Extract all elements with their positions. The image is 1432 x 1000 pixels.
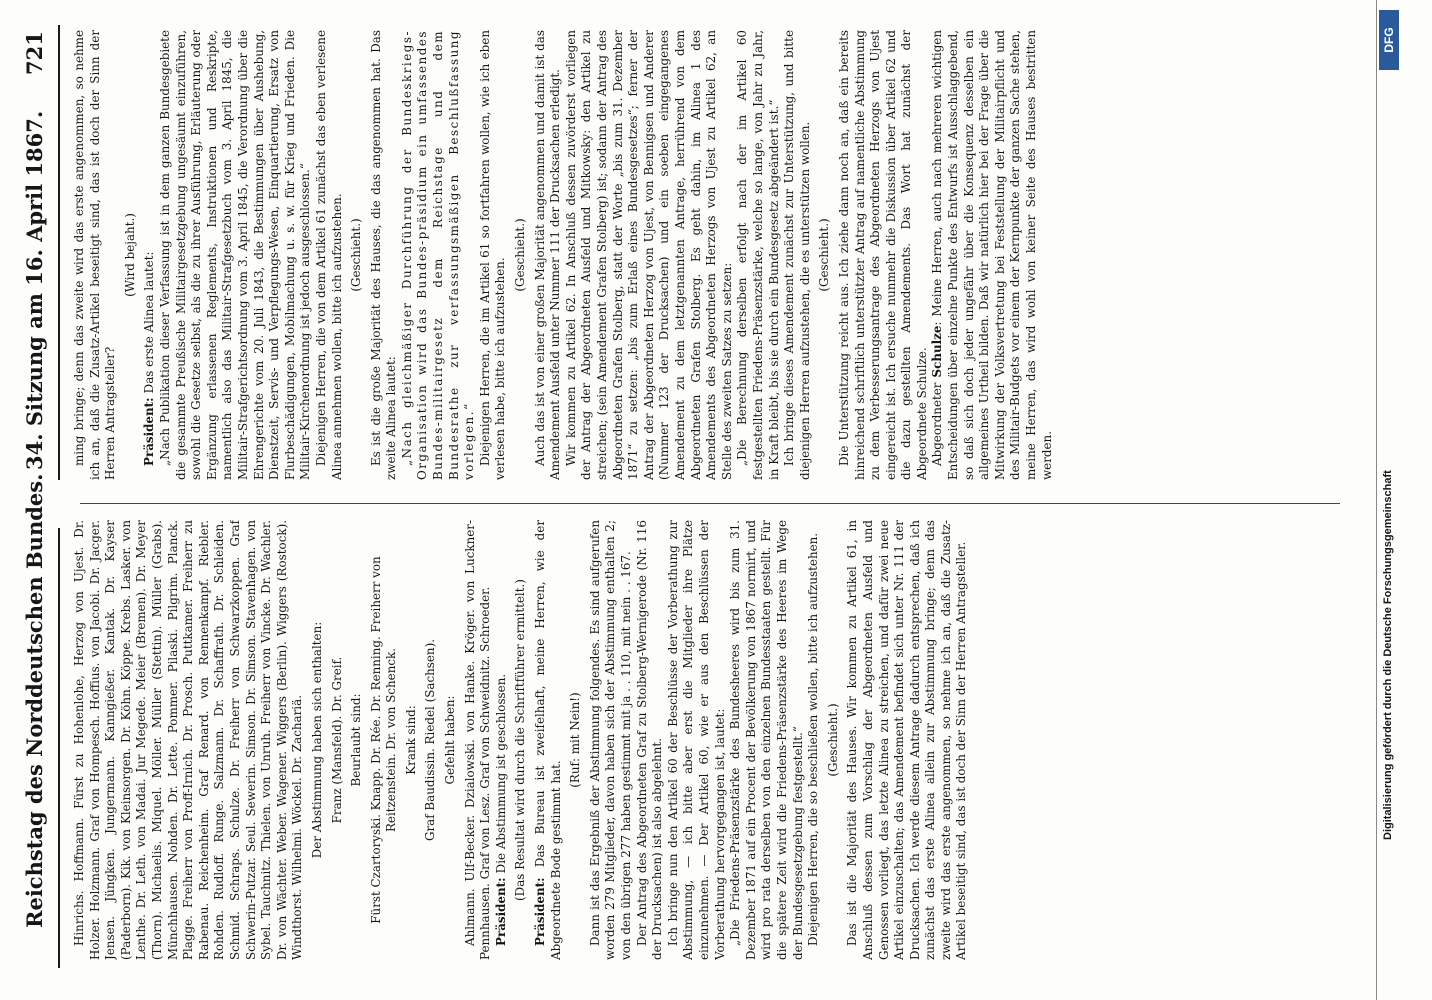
speaker-schulze: Abgeordneter Schulze: Meine Herren, auch nach mehreren wichtigen Entscheidungen über einzelne Punkte des Entwurfs ist Ausschlaggebend, so daß sich doch jeder ungefähr über die Konsequenz desselben ein allgemeines Urtheil bilden. Daß wir natürlich hier bei der Frage über die Mitwirkung der Volksvertretung bei Feststellung der Militairpflicht und des Militair-Budgets vor einem der Kernpunkte der ganzen Sache stehen, meine Herren, das wird wohl von keiner Seite des Hauses bestritten werden. (930, 30, 1054, 480)
footer-note: Digitalisierung gefördert durch die Deutsche Forschungsgemeinschaft (1382, 470, 1394, 840)
right-header-title: 34. Sitzung am 16. April 1867. (22, 110, 47, 470)
column-divider (80, 503, 1340, 504)
dfg-logo: DFG (1379, 10, 1399, 70)
column-2: ming bringe; denn das zweite wird das erste angenommen, so nehme ich an, daß die Zusatz-Artikel beseitigt sind, das ist doch der Sinn der Herren Antragsteller? (Wird bejaht.) Präsident: Das erste Alinea lautet: „Nach Publikation dieser Verfassung ist in dem ganzen Bundesgebiete die gesammte Preußische Militairgesetzgebung ungesäumt einzuführen, sowohl die Gesetze selbst, als die zu ihrer Ausführung, Erläuterung oder Ergänzung erlassenen Reglements, Instruktionen und Reskripte, namentlich also das Militair-Strafgesetzbuch vom 3. April 1845, die Militair-Strafgerichtsordnung vom 3. April 1845, die Verordnung über die Ehrengerichte vom 20. Juli 1843, die Bestimmungen über Aushebung, Dienstzeit, Servis- und Verpflegungs-Wesen, Einquartierung, Ersatz von Flurbeschädigungen, Mobilmachung u. s. w. für Krieg und Frieden. Die Militair-Kirchenordnung ist jedoch ausgeschlossen.“ Diejenigen Herren, die von dem Artikel 61 zunächst das eben verlesene Alinea annehmen wollen, bitte ich aufzustehen. (Geschieht.) Es ist die große Majorität des Hauses, die das angenommen hat. Das zweite Alinea lautet: „Nach gleichmäßiger Durchführung der Bundeskriegs-Organisation wird das Bundes-präsidium ein umfassendes Bundes-militairgesetz dem Reichstage und dem Bundesrathe zur verfassungsmäßigen Beschlußfassung vorlegen.“ Diejenigen Herren, die im Artikel 61 so fortfahren wollen, wie ich eben verlesen habe, bitte ich aufzustehen. (Geschieht.) Auch das ist von einer großen Majorität angenommen und damit ist das Amendement Ausfeld unter Nummer 111 der Drucksachen erledigt. Wir kommen zu Artikel 62. In Anschluß dessen zuvörderst vorliegen der Antrag der Abgeordneten Ausfeld und Mitkowsky: den Artikel zu streichen; (sein Amendement Grafen Stolberg) ist; sodann der Antrag des Abgeordneten Grafen Stolberg, statt der Worte „bis zum 31. Dezember 1871“ zu setzen: „bis zum Erlaß eines Bundesgesetzes“; ferner der Antrag der Abgeordneten Herzog von Ujest, von Bennigsen und Anderer (Nummer 123 der Drucksachen) und ein soeben eingegangenes Amendement zu dem letztgenannten Antrage, herrührend von dem Abgeordneten Grafen Stolberg. Es geht dahin, im Alinea 1 des Amendements des Abgeordneten Herzogs von Ujest zu Artikel 62, an Stelle des zweiten Satzes zu setzen: „Die Berechnung derselben erfolgt nach der im Artikel 60 festgestellten Friedens-Präsenzstärke, welche so lange, von Jahr zu Jahr, in Kraft bleibt, bis sie durch ein Bundesgesetz abgeändert ist.“ Ich bringe dieses Amendement zunächst zur Unterstützung, und bitte diejenigen Herren aufzustehen, die es unterstützen wollen. (Geschieht.) Die Unterstützung reicht aus. Ich ziehe dann noch an, daß ein bereits hinreichend schriftlich unterstützter Antrag auf namentliche Abstimmung zu dem Verbesserungsantrage des Abgeordneten Herzogs von Ujest eingereicht ist. Ich ersuche nunmehr die Diskussion über Artikel 62 und die dazu gestellten Amendements. Das Wort hat zunächst der Abgeordnete Schulze. Abgeordneter Schulze: Meine Herren, auch nach mehreren wichtigen Entscheidungen über einzelne Punkte des Entwurfs ist Ausschlaggebend, so daß sich doch jeder ungefähr über die Konsequenz desselben ein allgemeines Urtheil bilden. Daß wir natürlich hier bei der Frage über die Mitwirkung der Volksvertretung bei Feststellung der Militairpflicht und des Militair-Budgets vor einem der Kernpunkte der ganzen Sache stehen, meine Herren, das wird wohl von keiner Seite des Hauses bestritten werden. (72, 30, 1054, 480)
page-number: 721 (22, 31, 47, 75)
column-1: Hinrichs. Hoffmann. Fürst zu Hohenlohe, Herzog von Ujest. Dr. Holzer. Holzmann. Graf von Hompesch. Hoffius. von Jacobi. Dr. Jacger. Jensen. Jüngken. Jungermann. Kanngießer. Kantak. Dr. Kayser (Paderborn). Kik. von Kleinsorgen. Dr. Köhn. Köppe. Krebs. Lasker. von Lenthe. Dr. Leth. von Madai. Jur Megede. Meier (Bremen). Dr. Meyer (Thorn). Michaelis. Miquel. Möller. Müller (Stettin). Müller (Grabs). Münchhausen. Nohden. Dr. Lette. Pommer. Pilaski. Pilgrim. Planck. Plagge. Freiherr von Proff-Irnich. Dr. Prosch. Puttkamer. Freiherr zu Rabenau. Reichenheim. Graf Renard. von Rennenkampf. Riebler. Rohden. Rudloff. Runge. Salzmann. Dr. Schaffrath. Dr. Schleiden. Schmid. Schraps. Schulze. Dr. Freiherr von Schwarzkoppen. Graf Schwerin-Putzar. Seul. Sewerin. Simson. Dr. Simson. Stavenhagen. von Sybel. Tauchnitz. Thielen. von Unruh. Freiherr von Vincke. Dr. Wachler. Dr. von Wächter. Weber. Wagener. Wiggers (Berlin). Wiggers (Rostock). Windthorst. Wilhelmi. Wöckel. Dr. Zachariä. Der Abstimmung haben sich enthalten: Franz (Mansfeld). Dr. Greif. Beurlaubt sind: Fürst Czartoryski. Knapp. Dr. Rée. Dr. Renning. Freiherr von Reitzenstein. Dr. von Schenck. Krank sind: Graf Baudissin. Riedel (Sachsen). Gefehlt haben: Ahlmann. Ulf-Becker. Dzialowski. von Hanke. Kröger. von Luckner-Pennhausen. Graf von Lesz. Graf von Schweidnitz. Schroeder. Präsident: Die Abstimmung ist geschlossen. (Das Resultat wird durch die Schriftführer ermittelt.) Präsident: Das Bureau ist zweifelhaft, meine Herren, wie der Abgeordnete Bode gestimmt hat. (Ruf: mit Nein!) Dann ist das Ergebniß der Abstimmung folgendes. Es sind aufgerufen worden 279 Mitglieder, davon haben sich der Abstimmung enthalten 2; von den übrigen 277 haben gestimmt mit ja . . 110, mit nein . . 167. Der Antrag des Abgeordneten Graf zu Stolberg-Wernigerode (Nr. 116 der Drucksachen) ist also abgelehnt. Ich bringe nun den Artikel 60 der Beschlüsse der Vorberathung zur Abstimmung, — ich bitte aber erst die Mitglieder ihre Plätze einzunehmen. — Der Artikel 60, wie er aus den Beschlüssen der Vorberathung hervorgegangen ist, lautet: „Die Friedens-Präsenzstärke des Bundesheeres wird bis zum 31. Dezember 1871 auf ein Procent der Bevölkerung von 1867 normirt, und wird pro rata derselben von den einzelnen Bundesstaaten gestellt. Für die spätere Zeit wird die Friedens-Präsenzstärke des Heeres im Wege der Bundesgesetzgebung festgestellt.“ Diejenigen Herren, die so beschließen wollen, bitte ich aufzustehen. (Geschieht.) Das ist die Majorität des Hauses. Wir kommen zu Artikel 61, in Anschluß dessen zum Vorschlag der Abgeordneten Ausfeld und Genossen vorliegt, das letzte Alinea zu streichen, und dafür zwei neue Artikel einzuschalten; das Amendement befindet sich unter Nr. 111 der Drucksachen. Ich werde diesem Antrage dadurch entsprechen, daß ich zunächst das erste Alinea allein zur Abstimmung bringe; denn das zweite wird das erste angenommen, so nehme ich an, daß die Zusatz-Artikel beseitigt sind, das ist doch der Sinn der Herren Antragsteller. (72, 520, 969, 960)
left-header-title: Reichstag des Norddeutschen Bundes. (22, 473, 47, 928)
digitization-footer (1376, 0, 1403, 1000)
right-page-header (14, 25, 60, 480)
president-statement-draft: Präsident: Das erste Alinea lautet: (142, 251, 157, 466)
president-statement-result: Präsident: Die Abstimmung ist geschlossen. (493, 673, 508, 946)
left-page-header (14, 473, 60, 968)
president-statement-bureau: Präsident: Das Bureau ist zweifelhaft, meine Herren, wie der Abgeordnete Bode gestimmt hat. (533, 520, 563, 960)
